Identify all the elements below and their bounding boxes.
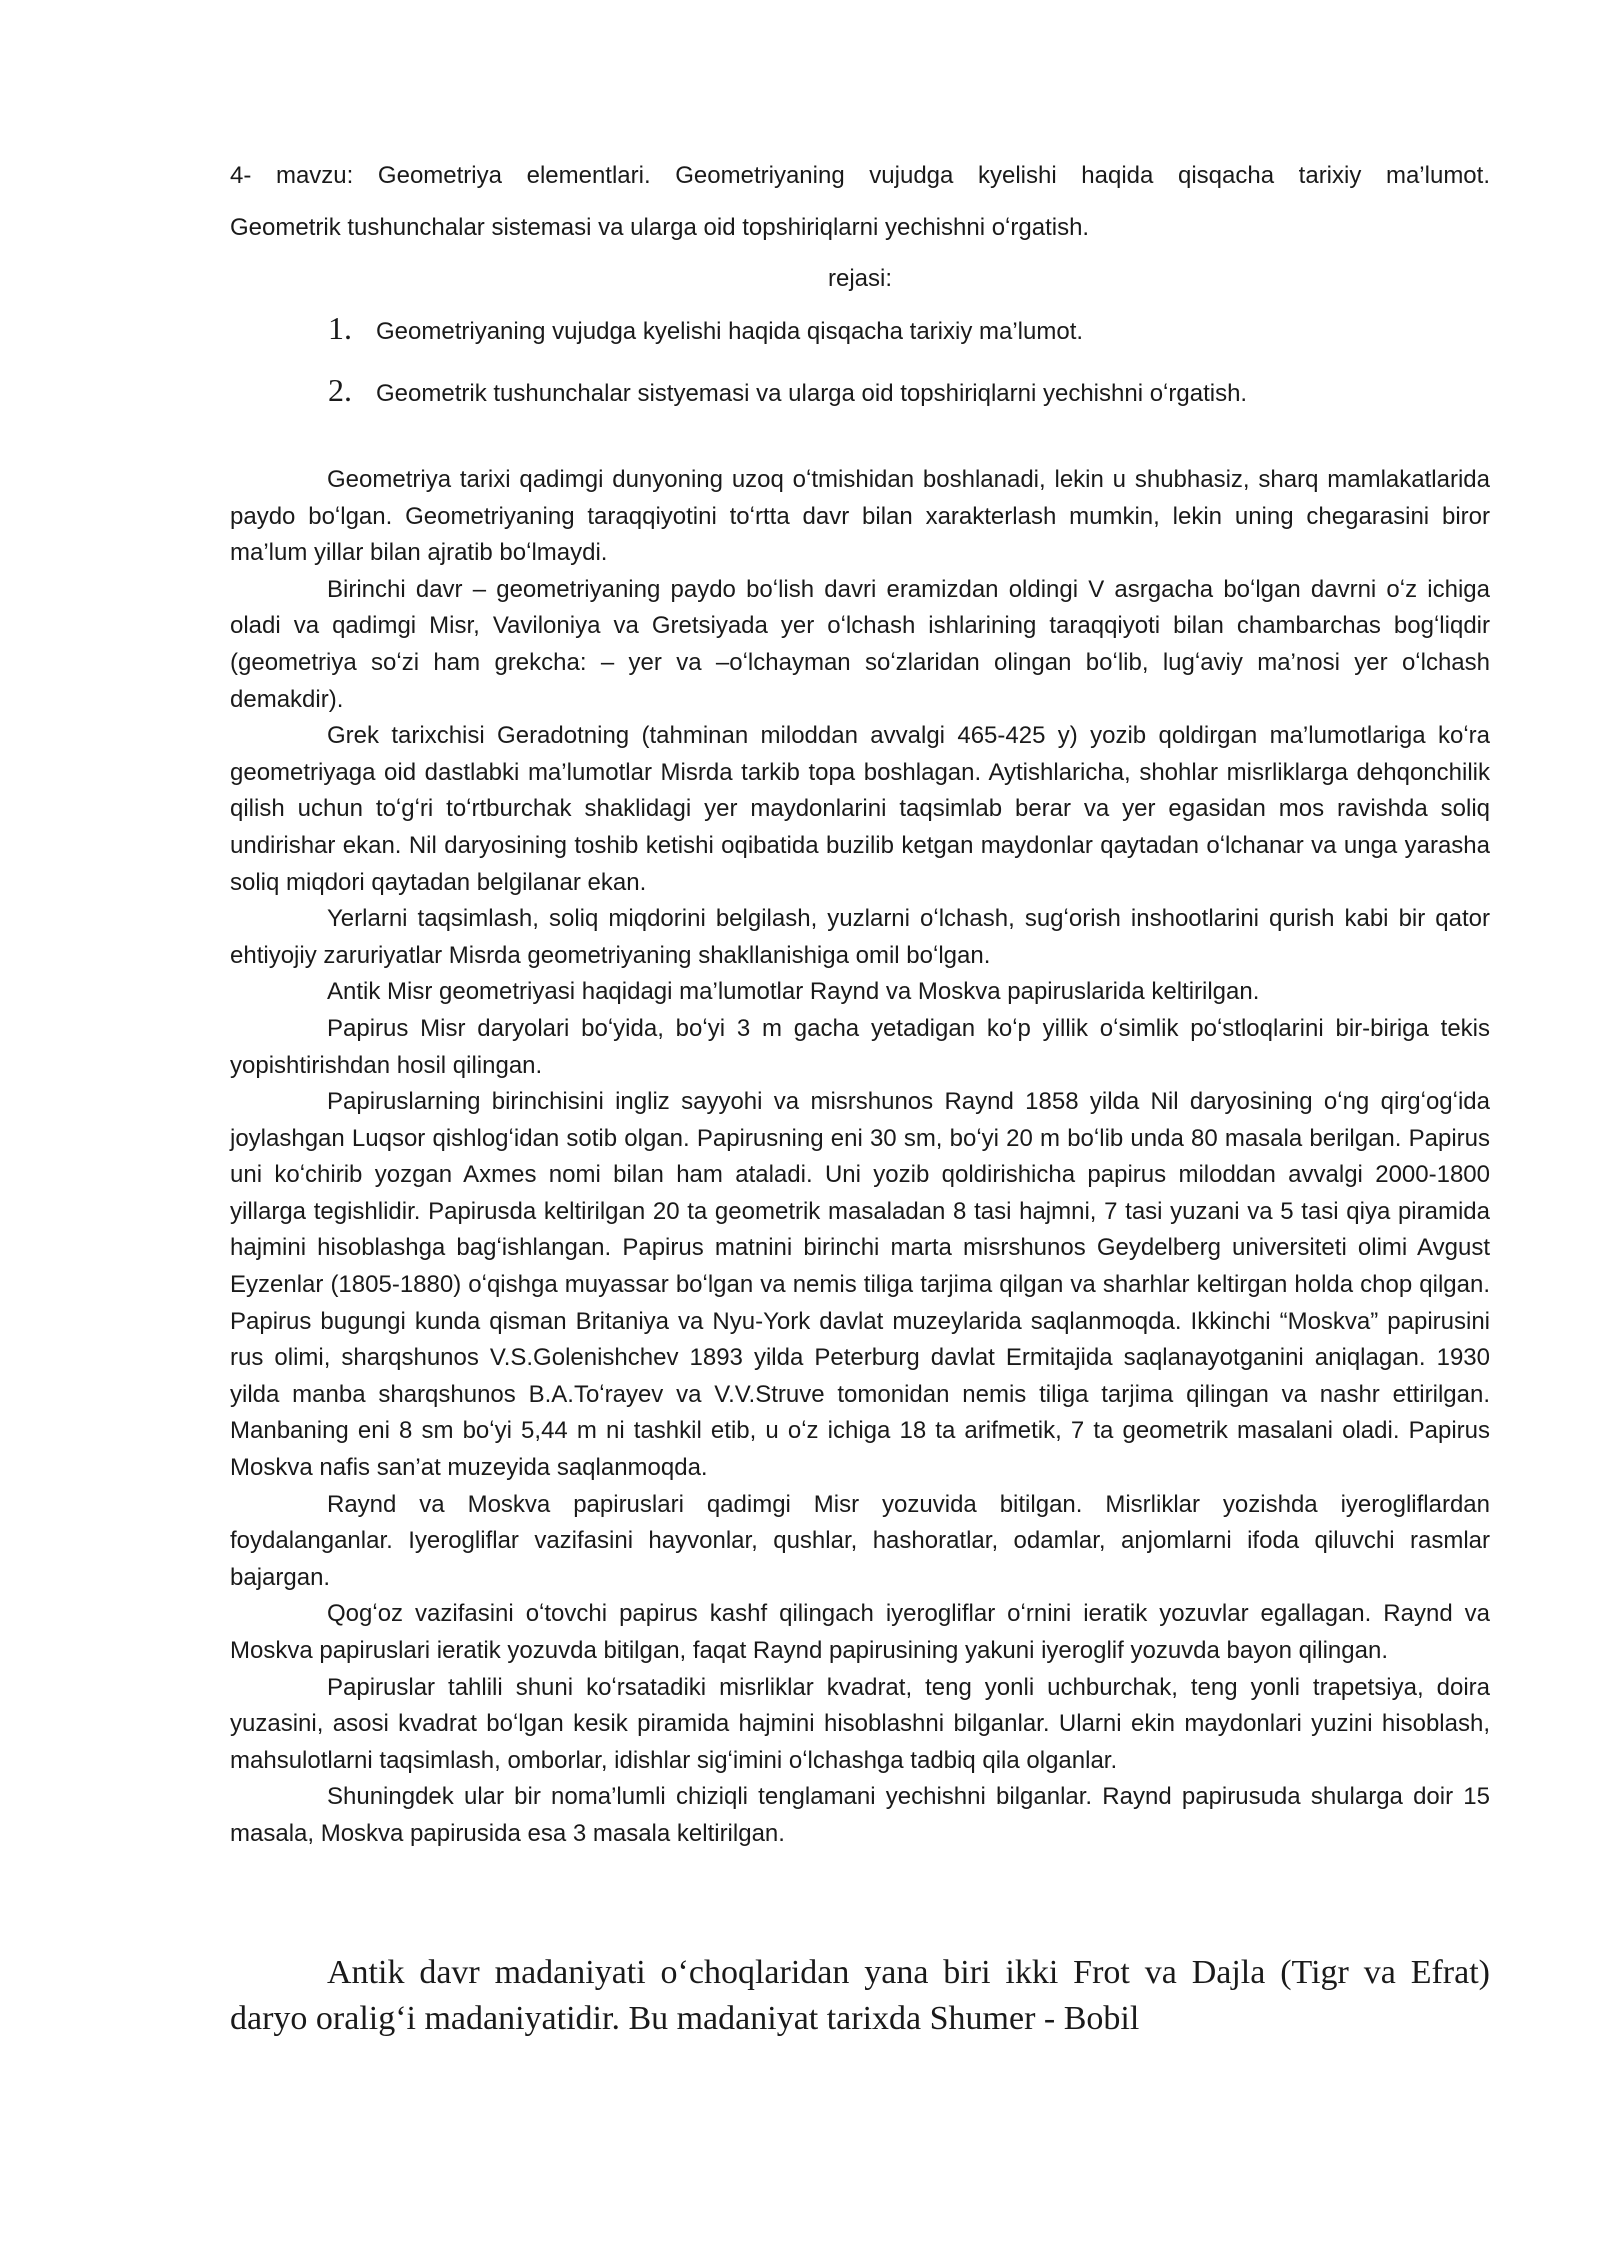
paragraph: Yerlarni taqsimlash, soliq miqdorini belgilash, yuzlarni oʻlchash, sugʻorish inshootlarini qurish kabi bir qator ehtiyojiy zaruriyatlar Misrda geometriyaning shakllanishiga omil boʻlgan. [230,905,1490,969]
serif-text [230,1950,1490,2042]
plan-item-text: Geometriyaning vujudga kyelishi haqida qisqacha tarixiy ma’lumot. [376,318,1084,345]
topic-title-line-1: 4- mavzu: Geometriya elementlari. Geometriyaning vujudga kyelishi haqida qisqacha tarixiy ma’lumot. [230,162,1490,189]
topic-title-line-2: Geometrik tushunchalar sistemasi va ularga oid topshiriqlarni yechishni oʻrgatish. [230,214,1090,241]
plan-item-number: 1. [328,310,352,346]
paragraph: Geometriya tarixi qadimgi dunyoning uzoq oʻtmishidan boshlanadi, lekin u shubhasiz, sharq mamlakatlarida paydo boʻlgan. Geometriyaning taraqqiyotini toʻrtta davr bilan xarakterlash mumkin, lekin uning chegarasini biror ma’lum yillar bilan ajratib boʻlmaydi. [230,466,1490,567]
serif-paragraph: Antik davr madaniyati oʻchoqlaridan yana biri ikki Frot va Dajla (Tigr va Efrat) daryo oraligʻi madaniyatidir. Bu madaniyat tarixda Shumer - Bobil [230,1954,1490,2037]
plan-item-text: Geometrik tushunchalar sistyemasi va ularga oid topshiriqlarni yechishni oʻrgatish. [376,380,1248,407]
topic-header [230,150,1490,434]
body-text [230,462,1490,1853]
paragraph: Papiruslarning birinchisini ingliz sayyohi va misrshunos Raynd 1858 yilda Nil daryosining oʻng qirgʻogʻida joylashgan Luqsor qishlogʻidan sotib olgan. Papirusning eni 30 sm, boʻyi 20 m boʻlib unda 80 masala berilgan. Papirus uni koʻchirib yozgan Axmes nomi bilan ham ataladi. Uni yozib qoldirishicha papirus miloddan avvalgi 2000-1800 yillarga tegishlidir. Papirusda keltirilgan 20 ta geometrik masaladan 8 tasi hajmni, 7 tasi yuzani va 5 tasi qiya piramida hajmini hisoblashga bagʻishlangan. Papirus matnini birinchi marta misrshunos Geydelberg universiteti olimi Avgust Eyzenlar (1805-1880) oʻqishga muyassar boʻlgan va nemis tiliga tarjima qilgan va sharhlar keltirgan holda chop qilgan. Papirus bugungi kunda qisman Britaniya va Nyu-York davlat muzeylarida saqlanmoqda. Ikkinchi “Moskva” papirusini rus olimi, sharqshunos V.S.Golenishchev 1893 yilda Peterburg davlat Ermitajida saqlanayotganini aniqlagan. 1930 yilda manba sharqshunos B.A.Toʻrayev va V.V.Struve tomonidan nemis tiliga tarjima qilingan va nashr ettirilgan. Manbaning eni 8 sm boʻyi 5,44 m ni tashkil etib, u oʻz ichiga 18 ta arifmetik, 7 ta geometrik masalani oladi. Papirus Moskva nafis san’at muzeyida saqlanmoqda. [230,1088,1490,1482]
paragraph: Papiruslar tahlili shuni koʻrsatadiki misrliklar kvadrat, teng yonli uchburchak, teng yonli trapetsiya, doira yuzasini, asosi kvadrat boʻlgan kesik piramida hajmini hisoblashni bilganlar. Ularni ekin maydonlari yuzini hisoblash, mahsulotlarni taqsimlash, omborlar, idishlar sigʻimini oʻlchashga tadbiq qila olganlar. [230,1673,1490,1774]
paragraph: Antik Misr geometriyasi haqidagi ma’lumotlar Raynd va Moskva papiruslarida keltirilgan. [327,978,1260,1006]
paragraph: Raynd va Moskva papiruslari qadimgi Misr yozuvida bitilgan. Misrliklar yozishda iyerogliflardan foydalanganlar. Iyerogliflar vazifasini hayvonlar, qushlar, hashoratlar, odamlar, anjomlarni ifoda qiluvchi rasmlar bajargan. [230,1490,1490,1591]
paragraph: Grek tarixchisi Geradotning (tahminan miloddan avvalgi 465-425 y) yozib qoldirgan ma’lumotlariga koʻra geometriyaga oid dastlabki ma’lumotlar Misrda tarkib topa boshlagan. Aytishlaricha, shohlar misrliklarga dehqonchilik qilish uchun toʻgʻri toʻrtburchak shaklidagi yer maydonlarini taqsimlab berar va yer egasidan mos ravishda soliq undirishar ekan. Nil daryosining toshib ketishi oqibatida buzilib ketgan maydonlar qaytadan oʻlchanar va unga yarasha soliq miqdori qaytadan belgilanar ekan. [230,722,1490,896]
plan-list [230,310,1490,434]
plan-item [328,372,1490,434]
plan-item-number: 2. [328,372,352,408]
paragraph: Papirus Misr daryolari boʻyida, boʻyi 3 m gacha yetadigan koʻp yillik oʻsimlik poʻstloqlarini bir-biriga tekis yopishtirishdan hosil qilingan. [230,1014,1490,1079]
paragraph: Shuningdek ular bir noma’lumli chiziqli tenglamani yechishni bilganlar. Raynd papirusuda shularga doir 15 masala, Moskva papirusida esa 3 masala keltirilgan. [230,1783,1490,1847]
plan-item [328,310,1490,372]
plan-title: rejasi: [827,265,893,292]
paragraph: Birinchi davr – geometriyaning paydo boʻlish davri eramizdan oldingi V asrgacha boʻlgan davrni oʻz ichiga oladi va qadimgi Misr, Vaviloniya va Gretsiyada yer oʻlchash ishlarining taraqqiyoti bilan chambarchas bogʻliqdir (geometriya soʻzi ham grekcha: – yer va –oʻlchayman soʻzlaridan olingan boʻlib, lugʻaviy ma’nosi yer oʻlchash demakdir). [230,575,1490,713]
paragraph: Qogʻoz vazifasini oʻtovchi papirus kashf qilingach iyerogliflar oʻrnini ieratik yozuvlar egallagan. Raynd va Moskva papiruslari ieratik yozuvda bitilgan, faqat Raynd papirusining yakuni iyeroglif yozuvda bayon qilingan. [230,1600,1490,1664]
